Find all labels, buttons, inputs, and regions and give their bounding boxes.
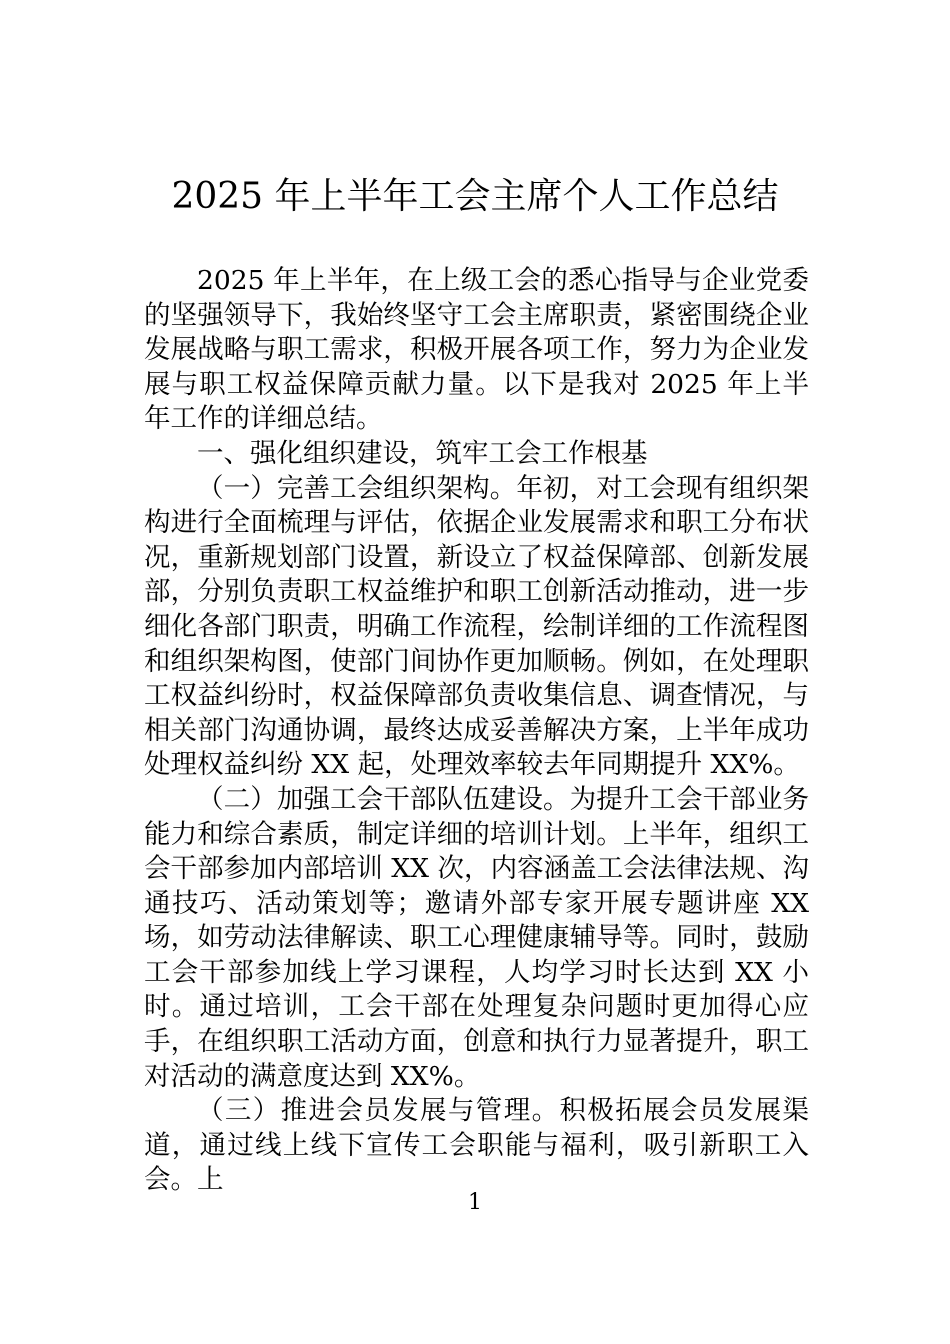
- subsection-paragraph-1: （一）完善工会组织架构。年初，对工会现有组织架构进行全面梳理与评估，依据企业发展需求和职工分布状况，重新规划部门设置，新设立了权益保障部、创新发展部，分别负责职工权益维护和职工创新活动推动，进一步细化各部门职责，明确工作流程，绘制详细的工作流程图和组织架构图，使部门间协作更加顺畅。例如，在处理职工权益纠纷时，权益保障部负责收集信息、调查情况，与相关部门沟通协调，最终达成妥善解决方案，上半年成功处理权益纠纷 XX 起，处理效率较去年同期提升 XX%。: [144, 472, 809, 781]
- intro-paragraph: 2025 年上半年，在上级工会的悉心指导与企业党委的坚强领导下，我始终坚守工会主席职责，紧密围绕企业发展战略与职工需求，积极开展各项工作，努力为企业发展与职工权益保障贡献力量。以下是我对 2025 年上半年工作的详细总结。: [144, 265, 809, 435]
- page-number: 1: [468, 1190, 482, 1215]
- document-title: 2025 年上半年工会主席个人工作总结: [171, 176, 779, 217]
- section-heading-1: 一、强化组织建设，筑牢工会工作根基: [197, 437, 648, 469]
- document-body: [144, 264, 809, 1198]
- subsection-paragraph-3: （三）推进会员发展与管理。积极拓展会员发展渠道，通过线上线下宣传工会职能与福利，吸引新职工入会。上: [144, 1095, 809, 1196]
- subsection-paragraph-2: （二）加强工会干部队伍建设。为提升工会干部业务能力和综合素质，制定详细的培训计划。上半年，组织工会干部参加内部培训 XX 次，内容涵盖工会法律法规、沟通技巧、活动策划等；邀请外部专家开展专题讲座 XX 场，如劳动法律解读、职工心理健康辅导等。同时，鼓励工会干部参加线上学习课程，人均学习时长达到 XX 小时。通过培训，工会干部在处理复杂问题时更加得心应手，在组织职工活动方面，创意和执行力显著提升，职工对活动的满意度达到 XX%。: [144, 783, 809, 1092]
